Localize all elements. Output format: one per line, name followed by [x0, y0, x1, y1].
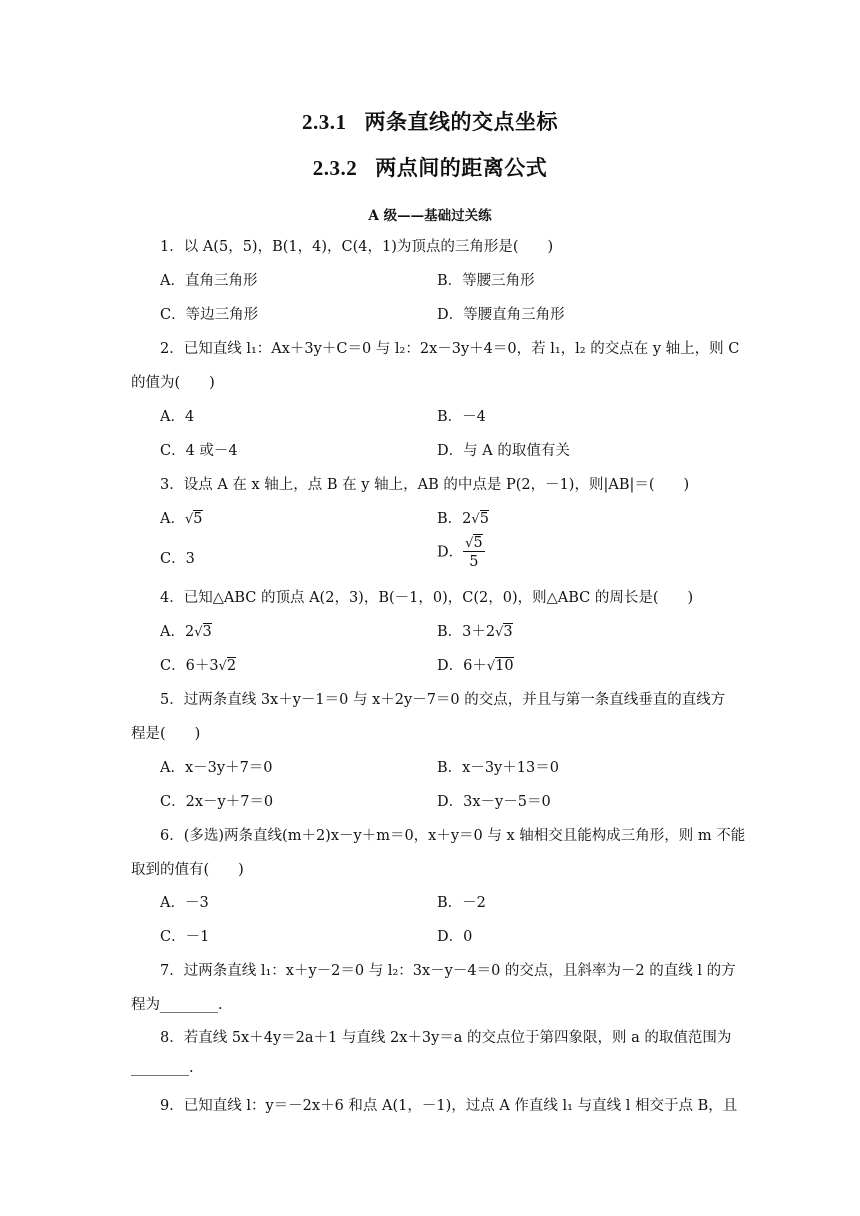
question-7-stem-line2: 程为________. [131, 997, 223, 1013]
sqrt-symbol: √ [218, 659, 227, 674]
radicand: 5 [473, 535, 483, 551]
q3-option-b [437, 507, 489, 528]
q4-option-c [160, 654, 236, 675]
q5-option-a: A．x－3y＋7＝0 [160, 760, 273, 776]
title-number: 2.3.1 [302, 110, 347, 134]
q6-option-d: D．0 [437, 929, 473, 945]
question-6-stem-line1: 6．(多选)两条直线(m＋2)x－y＋m＝0，x＋y＝0 与 x 轴相交且能构成三角形，则 m 不能 [160, 828, 746, 844]
q1-option-b: B．等腰三角形 [437, 273, 535, 289]
q6-option-c: C．－1 [160, 929, 210, 945]
question-8-stem-line1: 8．若直线 5x＋4y＝2a＋1 与直线 2x＋3y＝a 的交点位于第四象限，则 a 的取值范围为 [160, 1030, 732, 1046]
option-label: C．6＋3 [160, 658, 219, 674]
q5-option-b: B．x－3y＋13＝0 [437, 760, 559, 776]
q6-option-a: A．－3 [160, 895, 209, 911]
radicand: 2 [226, 658, 237, 674]
radicand: 5 [193, 511, 203, 527]
sqrt-symbol: √ [465, 536, 474, 551]
question-1-stem: 1．以 A(5，5)，B(1，4)，C(4，1)为顶点的三角形是( ) [160, 239, 554, 255]
title-2-3-1 [0, 106, 860, 136]
sqrt-symbol: √ [471, 512, 480, 527]
option-label: D．6＋ [437, 658, 487, 674]
question-6-stem-line2: 取到的值有( ) [131, 862, 244, 878]
denominator: 5 [469, 553, 479, 570]
q3-option-c: C．3 [160, 551, 195, 567]
numerator [463, 536, 485, 552]
q1-option-c: C．等边三角形 [160, 307, 259, 323]
question-8-stem-line2: ________. [131, 1060, 194, 1076]
q6-option-b: B．－2 [437, 895, 486, 911]
section-heading: A 级——基础过关练 [368, 208, 492, 224]
q3-option-a [160, 507, 203, 528]
question-3-stem: 3．设点 A 在 x 轴上，点 B 在 y 轴上，AB 的中点是 P(2，－1)，则|AB|＝( ) [160, 477, 690, 493]
question-9-stem-line1: 9．已知直线 l：y＝－2x＋6 和点 A(1，－1)，过点 A 作直线 l₁ 与直线 l 相交于点 B，且 [160, 1098, 738, 1114]
q4-option-d [437, 654, 514, 675]
sqrt-symbol: √ [486, 659, 496, 674]
question-5-stem-line1: 5．过两条直线 3x＋y－1＝0 与 x＋2y－7＝0 的交点，并且与第一条直线垂直的直线方 [160, 692, 726, 708]
fraction [463, 536, 485, 569]
q2-option-b: B．－4 [437, 409, 486, 425]
question-2-stem-line1: 2．已知直线 l₁：Ax＋3y＋C＝0 与 l₂：2x－3y＋4＝0，若 l₁，l₂ 的交点在 y 轴上，则 C [160, 341, 740, 357]
q1-option-a: A．直角三角形 [160, 273, 258, 289]
sqrt-symbol: √ [194, 625, 203, 640]
title-text: 两点间的距离公式 [375, 156, 548, 180]
title-2-3-2 [0, 152, 860, 182]
q5-option-d: D．3x－y－5＝0 [437, 794, 551, 810]
sqrt-symbol: √ [495, 625, 504, 640]
option-label: D． [437, 544, 464, 561]
option-label: A．2 [160, 624, 195, 640]
q2-option-d: D．与 A 的取值有关 [437, 443, 570, 459]
q3-option-d [437, 536, 485, 569]
q2-option-a: A．4 [160, 409, 195, 425]
question-2-stem-line2: 的值为( ) [131, 375, 215, 391]
q1-option-d: D．等腰直角三角形 [437, 307, 565, 323]
q4-option-a [160, 620, 212, 641]
radicand: 3 [503, 624, 513, 640]
q4-option-b [437, 620, 513, 641]
option-label: B．2 [437, 511, 472, 527]
option-label: A． [160, 511, 185, 527]
question-5-stem-line2: 程是( ) [131, 726, 201, 742]
radicand: 10 [495, 658, 514, 674]
radicand: 5 [479, 511, 489, 527]
sqrt-symbol: √ [184, 512, 194, 527]
q5-option-c: C．2x－y＋7＝0 [160, 794, 274, 810]
radicand: 3 [202, 624, 212, 640]
question-4-stem: 4．已知△ABC 的顶点 A(2，3)，B(－1，0)，C(2，0)，则△ABC 的周长是( ) [160, 590, 694, 606]
question-7-stem-line1: 7．过两条直线 l₁：x＋y－2＝0 与 l₂：3x－y－4＝0 的交点，且斜率为－2 的直线 l 的方 [160, 963, 736, 979]
q2-option-c: C．4 或－4 [160, 443, 238, 459]
title-text: 两条直线的交点坐标 [364, 110, 558, 134]
title-number: 2.3.2 [312, 156, 358, 180]
option-label: B．3＋2 [437, 624, 496, 640]
